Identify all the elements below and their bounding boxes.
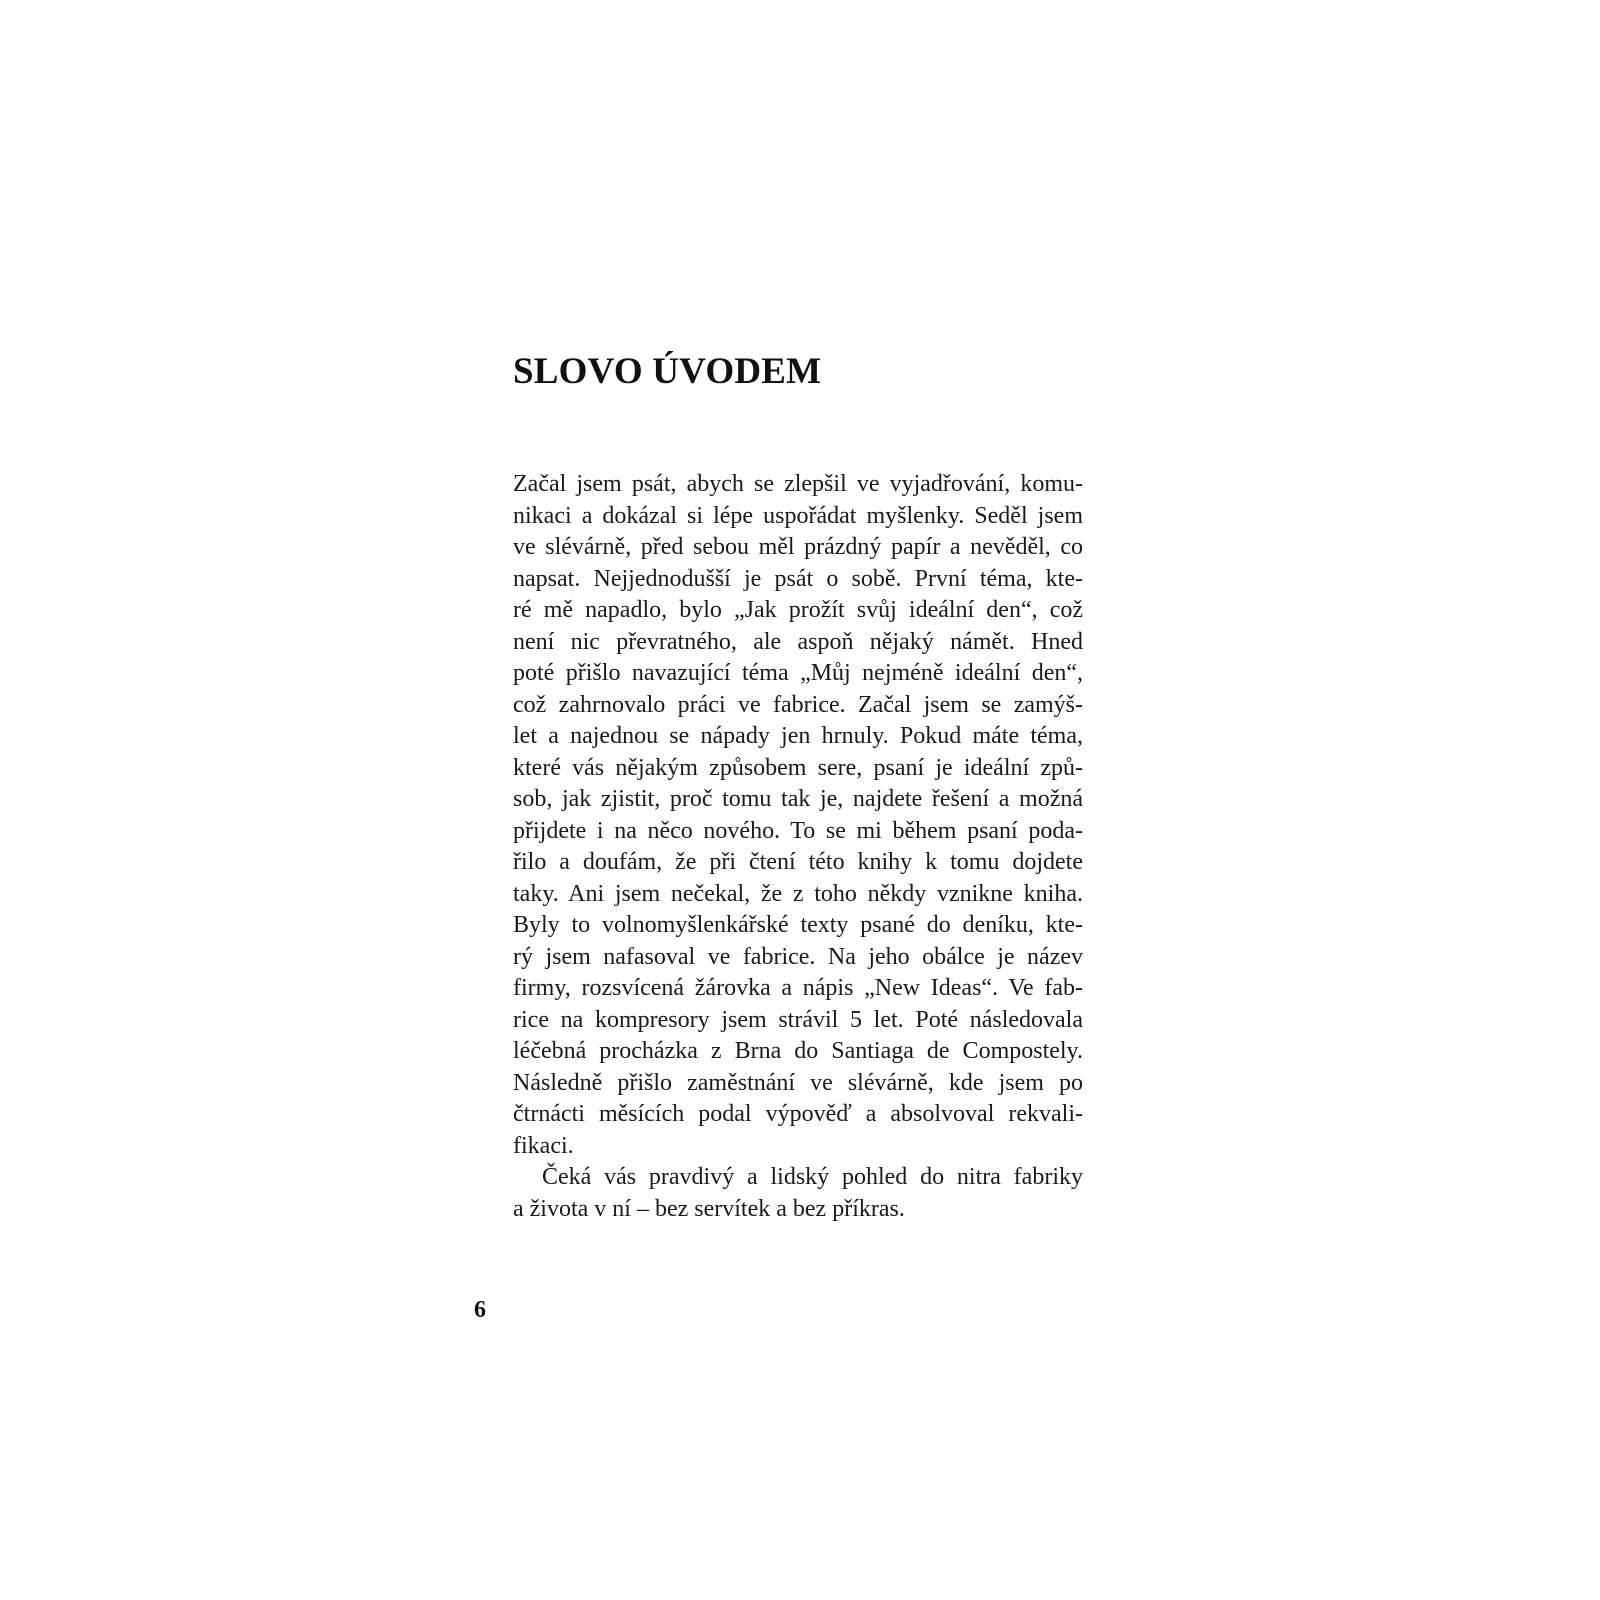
text-line: léčebná procházka z Brna do Santiaga de Compostely. [513,1038,1083,1064]
paragraph-2 [513,1162,1083,1225]
text-line: napsat. Nejjednodušší je psát o sobě. První téma, kte- [513,565,1083,592]
paragraph-1 [513,469,1083,1162]
text-line: a života v ní – bez servítek a bez příkras. [513,1195,905,1222]
text-line: taky. Ani jsem nečekal, že z toho někdy vznikne kniha. [513,880,1083,907]
text-line: poté přišlo navazující téma „Můj nejméně ideální den“, [513,660,1083,686]
text-line: ré mě napadlo, bylo „Jak prožít svůj ideální den“, což [513,597,1083,623]
text-line: fikaci. [513,1132,574,1159]
text-line: které vás nějakým způsobem sere, psaní je ideální způ- [513,754,1083,781]
text-line: Čeká vás pravdivý a lidský pohled do nitra fabriky [542,1164,1083,1190]
text-line: čtrnácti měsících podal výpověď a absolvoval rekvali- [513,1101,1083,1127]
text-line: nikaci a dokázal si lépe uspořádat myšlenky. Seděl jsem [513,502,1083,529]
page-number: 6 [474,1297,486,1323]
chapter-heading: SLOVO ÚVODEM [513,351,822,392]
text-line: Byly to volnomyšlenkářské texty psané do deníku, kte- [513,912,1083,938]
text-line: rý jsem nafasoval ve fabrice. Na jeho obálce je název [513,943,1083,970]
text-line: Začal jsem psát, abych se zlepšil ve vyjadřování, komu- [513,471,1083,497]
text-line: ve slévárně, před sebou měl prázdný papír a nevěděl, co [513,534,1083,560]
text-line: řilo a doufám, že při čtení této knihy k tomu dojdete [513,849,1083,875]
text-line: rice na kompresory jsem strávil 5 let. Poté následovala [513,1006,1083,1033]
text-line: přijdete i na něco nového. To se mi během psaní poda- [513,817,1083,844]
text-line: Následně přišlo zaměstnání ve slévárně, kde jsem po [513,1069,1083,1096]
body-text [513,469,1083,1225]
text-line: což zahrnovalo práci ve fabrice. Začal jsem se zamýš- [513,691,1083,718]
text-line: firmy, rozsvícená žárovka a nápis „New Ideas“. Ve fab- [513,975,1083,1001]
text-line: není nic převratného, ale aspoň nějaký námět. Hned [513,628,1083,655]
text-line: let a najednou se nápady jen hrnuly. Pokud máte téma, [513,723,1083,749]
text-line: sob, jak zjistit, proč tomu tak je, najdete řešení a možná [513,786,1083,812]
